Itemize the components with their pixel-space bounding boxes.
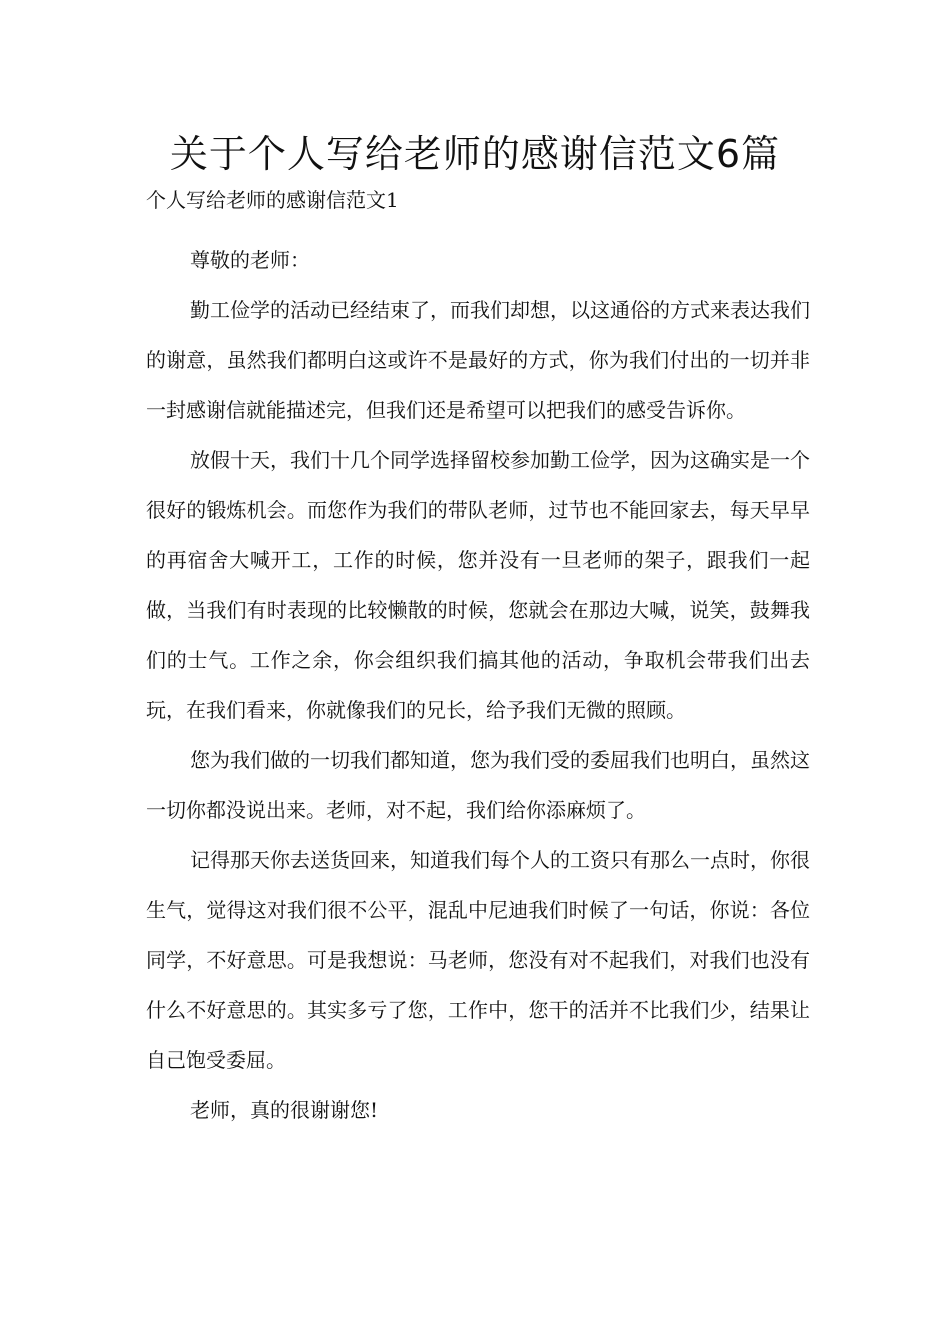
letter-heading: 个人写给老师的感谢信范文1 xyxy=(146,188,399,212)
paragraph-closing: 老师，真的很谢谢您! xyxy=(190,1098,379,1122)
paragraph: 您为我们做的一切我们都知道，您为我们受的委屈我们也明白，虽然这一切你都没说出来。老师，对不起，我们给你添麻烦了。 xyxy=(146,748,810,822)
document-title: 关于个人写给老师的感谢信范文6篇 xyxy=(169,132,781,176)
paragraph-salutation: 尊敬的老师： xyxy=(190,248,310,272)
paragraph: 记得那天你去送货回来，知道我们每个人的工资只有那么一点时，你很生气，觉得这对我们很不公平，混乱中尼迪我们时候了一句话，你说：各位同学，不好意思。可是我想说：马老师，您没有对不起我们，对我们也没有什么不好意思的。其实多亏了您，工作中，您干的活并不比我们少，结果让自己饱受委屈。 xyxy=(146,848,810,1072)
letter-body xyxy=(146,235,810,1135)
paragraph: 放假十天，我们十几个同学选择留校参加勤工俭学，因为这确实是一个很好的锻炼机会。而您作为我们的带队老师，过节也不能回家去，每天早早的再宿舍大喊开工，工作的时候，您并没有一旦老师的架子，跟我们一起做，当我们有时表现的比较懒散的时候，您就会在那边大喊，说笑，鼓舞我们的士气。工作之余，你会组织我们搞其他的活动，争取机会带我们出去玩，在我们看来，你就像我们的兄长，给予我们无微的照顾。 xyxy=(146,448,810,722)
paragraph: 勤工俭学的活动已经结束了，而我们却想，以这通俗的方式来表达我们的谢意，虽然我们都明白这或许不是最好的方式，你为我们付出的一切并非一封感谢信就能描述完，但我们还是希望可以把我们的感受告诉你。 xyxy=(146,298,810,422)
